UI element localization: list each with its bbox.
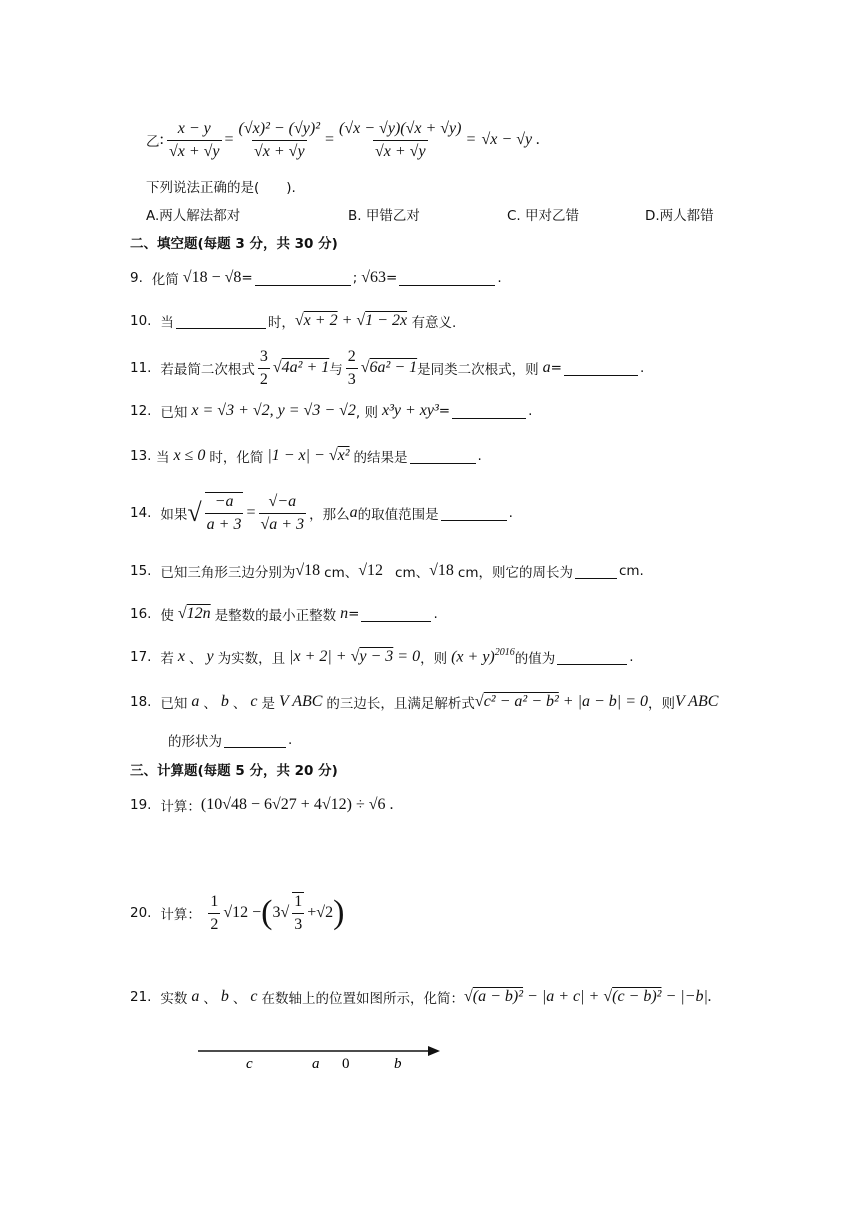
q14-text-2: ，那么 xyxy=(309,507,350,523)
q12-end: . xyxy=(528,403,533,419)
arrow-icon xyxy=(428,1046,440,1056)
q21-text-2: 在数轴上的位置如图所示，化简： xyxy=(261,991,464,1007)
q16-number: 16. xyxy=(130,606,152,622)
q17-end: . xyxy=(629,649,634,665)
q13-text-2: 时，化简 xyxy=(209,450,264,466)
q8-option-c: C. 甲对乙错 xyxy=(507,208,580,224)
q17-text-4: 的值为 xyxy=(514,651,556,667)
q13-text: 当 xyxy=(155,450,170,466)
q15-number: 15. xyxy=(130,563,152,579)
q14-blank[interactable] xyxy=(441,506,507,521)
q15-unit-1: cm、 xyxy=(324,565,359,581)
number-line xyxy=(196,1040,446,1074)
q11-blank[interactable] xyxy=(564,361,638,376)
q10-text-2: 时， xyxy=(267,315,295,331)
q19-text: 计算： xyxy=(160,799,201,815)
q13-number: 13. xyxy=(130,448,152,464)
q15-unit-4: cm. xyxy=(618,563,644,579)
q10-text: 当 xyxy=(160,315,174,331)
q10-blank[interactable] xyxy=(176,314,266,329)
q9-end: . xyxy=(497,270,502,286)
q13-blank[interactable] xyxy=(410,449,476,464)
q18-number: 18. xyxy=(130,694,152,710)
q16-eq: = xyxy=(348,606,360,622)
q20-number: 20. xyxy=(130,905,152,921)
q21-number: 21. xyxy=(130,989,152,1005)
q12-text: 已知 xyxy=(160,405,188,421)
yi-frac-3: $\frac{(√x - √y)(√x + √y)}{√x + √y}$ xyxy=(339,119,462,160)
q11-text-2: 与 xyxy=(329,362,343,378)
q9-eq2: = xyxy=(386,270,398,286)
question-14: 14. 如果 √ $\frac{-a}{a + 3}$ = $\frac{√-a}{√a + 3}$ ，那么 a 的取值范围是 . xyxy=(130,492,513,533)
q14-end: . xyxy=(508,505,513,521)
q9-blank-2[interactable] xyxy=(399,271,495,286)
q9-sep: ; xyxy=(352,270,358,286)
q18-sep-2: 、 xyxy=(232,696,247,712)
question-11: 11. 若最简二次根式 $\frac{3}{2}$ √4a² + 1 与 $\frac{2}{3}$ √6a² − 1 是同类二次根式，则 a = . xyxy=(130,347,645,388)
q9-number: 9. xyxy=(130,270,143,286)
q21-sep-2: 、 xyxy=(232,991,247,1007)
q8-option-b: B. 甲错乙对 xyxy=(348,208,420,224)
q11-end: . xyxy=(639,360,645,376)
q18-blank[interactable] xyxy=(224,733,286,748)
question-18-cont xyxy=(168,730,292,750)
q17-sep: 、 xyxy=(189,651,203,667)
question-10: 10. 当 时， √x + 2 + √1 − 2x 有意义. xyxy=(130,312,457,331)
axis-label-a: a xyxy=(312,1056,320,1072)
q14-number: 14. xyxy=(130,505,152,521)
q18-end: . xyxy=(288,732,293,748)
q16-text: 使 xyxy=(160,608,174,624)
q14-text-3: 的取值范围是 xyxy=(357,507,439,523)
q14-text: 如果 xyxy=(160,507,188,523)
q15-unit-3: cm，则它的周长为 xyxy=(457,565,573,581)
question-9: 9. 化简 √18 − √8 = ; √63 = . xyxy=(130,269,502,288)
q11-number: 11. xyxy=(130,360,152,376)
q10-number: 10. xyxy=(130,313,152,329)
q18-sep-1: 、 xyxy=(203,696,217,712)
q11-eq: = xyxy=(550,360,562,376)
q9-text: 化简 xyxy=(151,272,179,288)
q9-eq: = xyxy=(241,270,253,286)
q21-sep-1: 、 xyxy=(203,991,217,1007)
question-18: 18. 已知 a 、 b 、 c 是 V ABC 的三边长，且满足解析式 √c² − a² − b² + |a − b| = 0 ，则 V ABC xyxy=(130,693,719,712)
q9-blank-1[interactable] xyxy=(255,271,351,286)
q8-option-d: D.两人都错 xyxy=(645,208,714,224)
q18-text-2: 是 xyxy=(261,696,275,712)
q18-text-3: 的三边长，且满足解析式 xyxy=(326,696,475,712)
q13-text-3: 的结果是 xyxy=(353,450,408,466)
q18-text: 已知 xyxy=(160,696,188,712)
q21-text: 实数 xyxy=(160,991,188,1007)
q16-text-2: 是整数的最小正整数 xyxy=(214,608,337,624)
q17-text: 若 xyxy=(160,651,174,667)
question-19: 19. 计算： (10√48 − 6√27 + 4√12) ÷ √6 . xyxy=(130,796,394,815)
q12-number: 12. xyxy=(130,403,152,419)
question-13: 13. 当 x ≤ 0 时，化简 |1 − x| − √x² 的结果是 . xyxy=(130,447,482,466)
question-15: 15. 已知三角形三边分别为 √18 cm、 √12 cm、 √18 cm，则它的周长为 cm. xyxy=(130,562,644,581)
question-17: 17. 若 x 、 y 为实数，且 |x + 2| + √y − 3 = 0 ，则 $(x + y)^{2016}$ 的值为 . xyxy=(130,647,634,667)
q11-text: 若最简二次根式 xyxy=(160,362,255,378)
q17-blank[interactable] xyxy=(557,650,627,665)
q13-end: . xyxy=(477,448,482,464)
q12-eq: = xyxy=(438,403,451,419)
q15-text: 已知三角形三边分别为 xyxy=(160,565,296,581)
q17-text-3: ，则 xyxy=(420,651,448,667)
yi-frac-2: $\frac{\text{(√x)² − (√y)²}}{√x + √y}$ xyxy=(238,119,321,160)
axis-label-b: b xyxy=(394,1056,402,1072)
q11-text-3: 是同类二次根式，则 xyxy=(417,362,539,378)
section2-title: 二、填空题(每题 3 分，共 30 分) xyxy=(130,236,338,252)
axis-label-zero: 0 xyxy=(342,1056,350,1072)
section3-title: 三、计算题(每题 5 分，共 20 分) xyxy=(130,763,338,779)
q17-number: 17. xyxy=(130,649,152,665)
question-20: 20. 计算： $\frac{1}{2}$ √12 − ( 3√ $\frac{1}{3}$ +√2 ) xyxy=(130,892,345,933)
q15-unit-2: cm、 xyxy=(395,565,430,581)
q8-option-a: A.两人解法都对 xyxy=(146,208,241,224)
q15-blank[interactable] xyxy=(575,564,617,579)
q16-end: . xyxy=(433,606,438,622)
axis-label-c: c xyxy=(246,1056,253,1072)
q12-blank[interactable] xyxy=(452,404,526,419)
q12-text-2: , 则 xyxy=(355,405,378,421)
q16-blank[interactable] xyxy=(361,607,431,622)
question-21: 21. 实数 a 、 b 、 c 在数轴上的位置如图所示，化简： √(a − b)² − |a + c| + √(c − b)² − |−b|. xyxy=(130,988,712,1007)
q18-text-4: ，则 xyxy=(647,696,675,712)
q18-text-5: 的形状为 xyxy=(168,734,222,750)
q8-yi-solution: 乙 : $\frac{x - y}{√x + √y}$ = $\frac{\text{(√x)² − (√y)²}}{√x + √y}$ = $\frac{(√x - √y)(√x + √y)}{√x + √y}$ = √x − √y . xyxy=(146,119,541,160)
q10-text-3: 有意义. xyxy=(411,315,457,331)
yi-frac-1: $\frac{x - y}{√x + √y}$ xyxy=(168,119,220,160)
q19-number: 19. xyxy=(130,797,152,813)
question-16: 16. 使 √12n 是整数的最小正整数 n = . xyxy=(130,605,438,624)
yi-label: 乙 xyxy=(146,134,160,150)
q8-prompt: 下列说法正确的是( ). xyxy=(146,180,296,196)
q20-text: 计算： xyxy=(160,907,201,923)
question-12: 12. 已知 x = √3 + √2, y = √3 − √2 , 则 x³y + xy³ = . xyxy=(130,402,533,421)
q17-text-2: 为实数，且 xyxy=(217,651,286,667)
